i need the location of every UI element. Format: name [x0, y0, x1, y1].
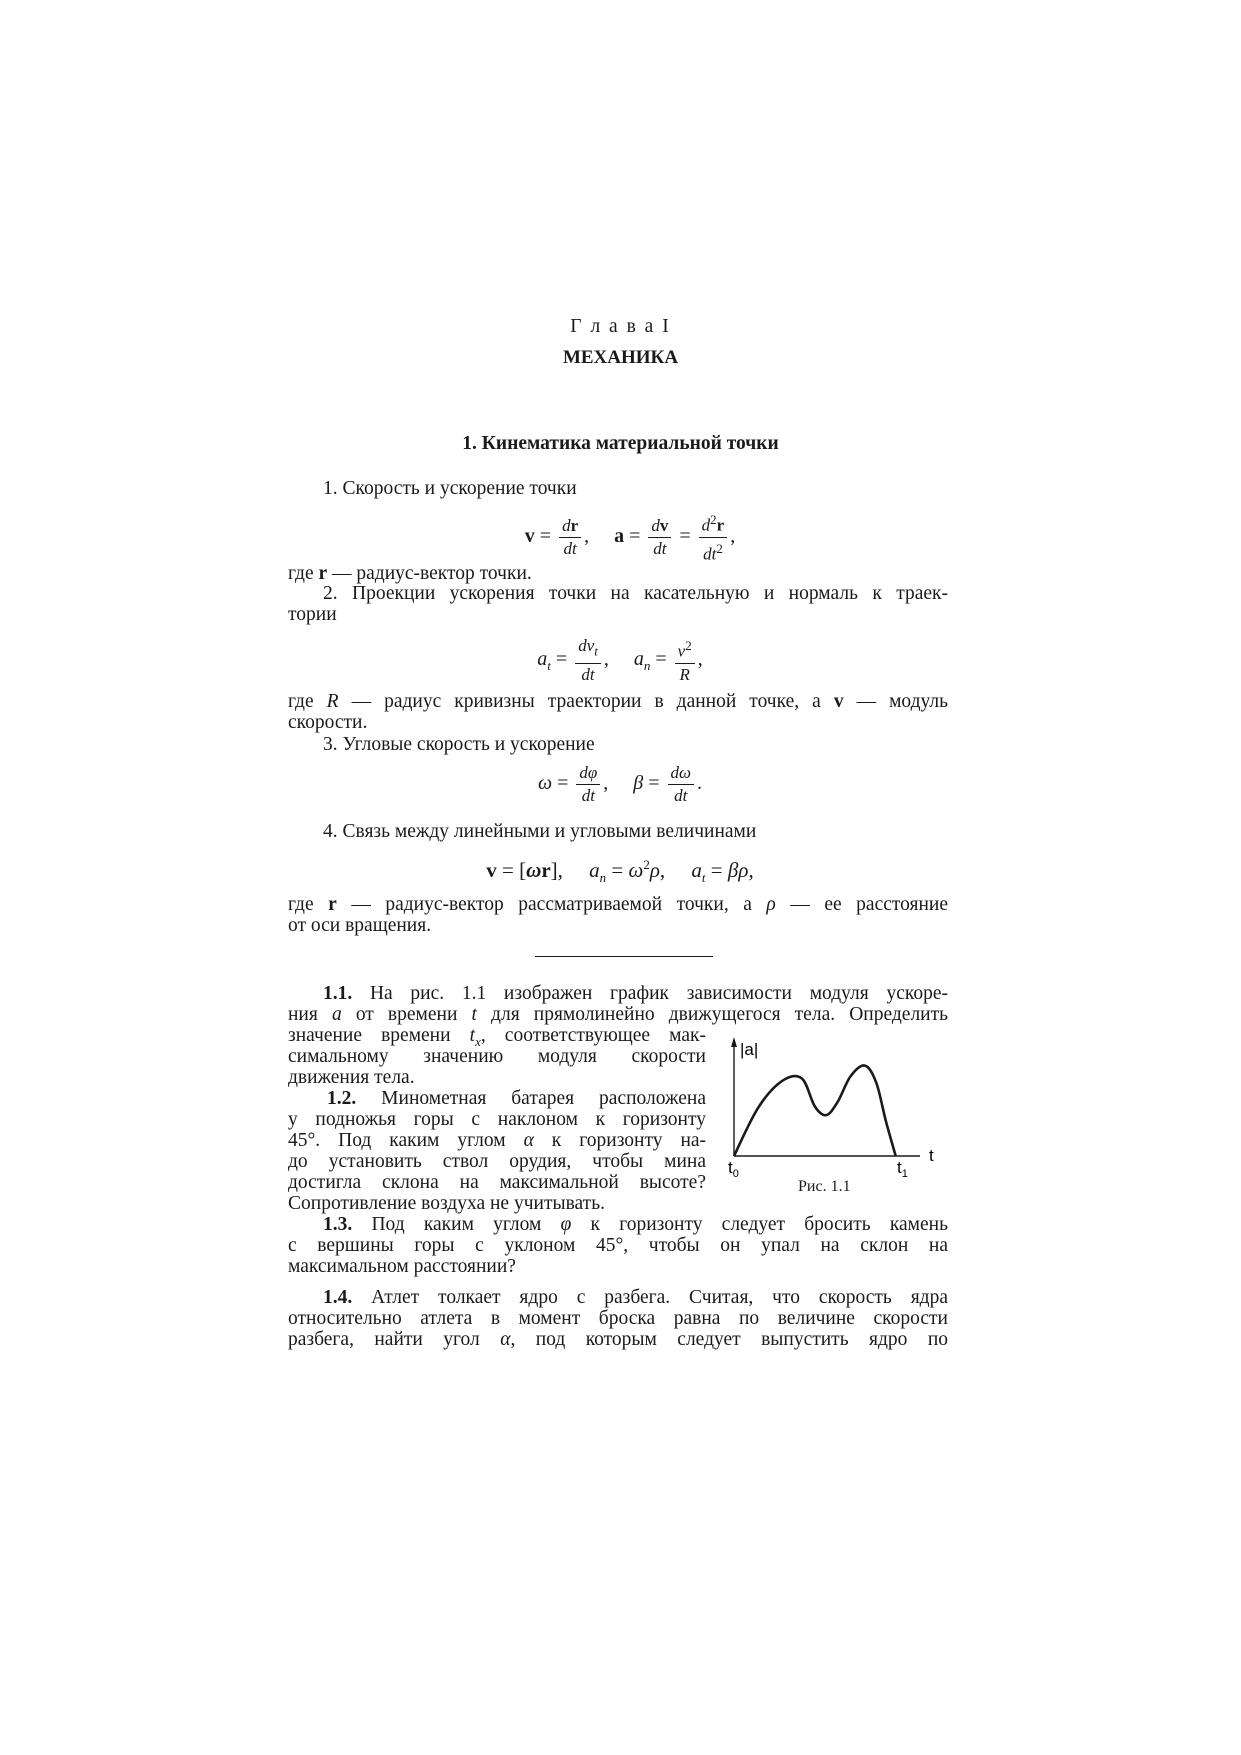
problem-1-2-line-2: у подножья горы с наклоном к горизонту [288, 1109, 706, 1130]
acceleration-curve [734, 1065, 896, 1156]
section-divider [535, 956, 713, 957]
item-1-where: где r — радиус-вектор точки. [288, 563, 532, 584]
formula-angular: ω = $\frac{d\varphi}{dt}$ , β = $\frac{d\omega}{dt}$ . [537, 763, 703, 805]
t0-label: $t_0$ [728, 1158, 739, 1180]
figure-caption: Рис. 1.1 [798, 1178, 851, 1195]
chapter-title: МЕХАНИКА [562, 347, 679, 368]
problem-1-1-line-2: ния a от времени t для прямолинейно движущегося тела. Определить [288, 1004, 949, 1025]
problem-1-4-line-1: 1.4. Атлет толкает ядро с разбега. Считая, что скорость ядра [323, 1287, 948, 1308]
problem-1-2-line-6: Сопротивление воздуха не учитывать. [288, 1193, 605, 1214]
t1-label: $t_1$ [897, 1158, 908, 1180]
problem-1-3-line-2: с вершины горы с уклоном 45°, чтобы он упал на склон на [288, 1235, 948, 1256]
problem-1-3-line-3: максимальном расстоянии? [288, 1256, 516, 1277]
chapter-label: Г л а в а I [570, 316, 671, 337]
problem-1-1-line-1: 1.1. На рис. 1.1 изображен график зависимости модуля ускоре- [323, 983, 949, 1004]
problem-1-2-line-3: 45°. Под каким углом α к горизонту на- [288, 1130, 707, 1151]
item-4-where-end: от оси вращения. [288, 915, 432, 936]
y-axis-label: |a| [740, 1040, 759, 1059]
item-3-heading: 3. Угловые скорость и ускорение [323, 734, 595, 755]
problem-1-1-line-5: движения тела. [288, 1067, 415, 1088]
problem-1-1-line-3: значение времени $t_x$, соответствующее мак- [288, 1025, 706, 1049]
item-2-line-2: тории [288, 604, 337, 625]
problem-1-4-line-2: относительно атлета в момент броска равна по величине скорости [288, 1308, 948, 1329]
problem-1-1-line-4: симальному значению модуля скорости [288, 1046, 706, 1067]
item-4-where: где r — радиус-вектор рассматриваемой точки, а ρ — ее расстояние [288, 894, 949, 915]
item-2-where-end: скорости. [288, 712, 368, 733]
problem-1-3-line-1: 1.3. Под каким углом φ к горизонту следует бросить камень [323, 1214, 949, 1235]
item-2-where: где R — радиус кривизны траектории в данной точке, а v — модуль [288, 691, 949, 712]
formula-velocity-acceleration: v = $\frac{dr}{dt}$ , a = $\frac{dv}{dt}$ = $\frac{d^2r}{dt^2}$ , [524, 512, 736, 564]
item-1-heading: 1. Скорость и ускорение точки [323, 478, 577, 499]
formula-tangential-normal: $a_t$ = $\frac{dv_t}{dt}$ , $a_n$ = $\frac{v^2}{R}$ , [537, 636, 703, 684]
item-2-line-1: 2. Проекции ускорения точки на касательную и нормаль к траек- [323, 583, 948, 604]
y-axis-arrow [731, 1037, 737, 1047]
problem-1-4-line-3: разбега, найти угол α, под которым следует выпустить ядро по [288, 1329, 949, 1350]
section-title: 1. Кинематика материальной точки [462, 433, 779, 454]
problem-1-2-line-1: 1.2. Минометная батарея расположена [327, 1088, 706, 1109]
x-axis-label: t [929, 1146, 934, 1165]
problem-1-2-line-5: достигла склона на максимальной высоте? [288, 1172, 706, 1193]
item-4-heading: 4. Связь между линейными и угловыми величинами [323, 821, 757, 842]
problem-1-2-line-4: до установить ствол орудия, чтобы мина [288, 1151, 706, 1172]
formula-linear-angular: v = [ωr], $a_n = \omega^2\rho$, $a_t = \beta\rho$, [486, 857, 754, 886]
